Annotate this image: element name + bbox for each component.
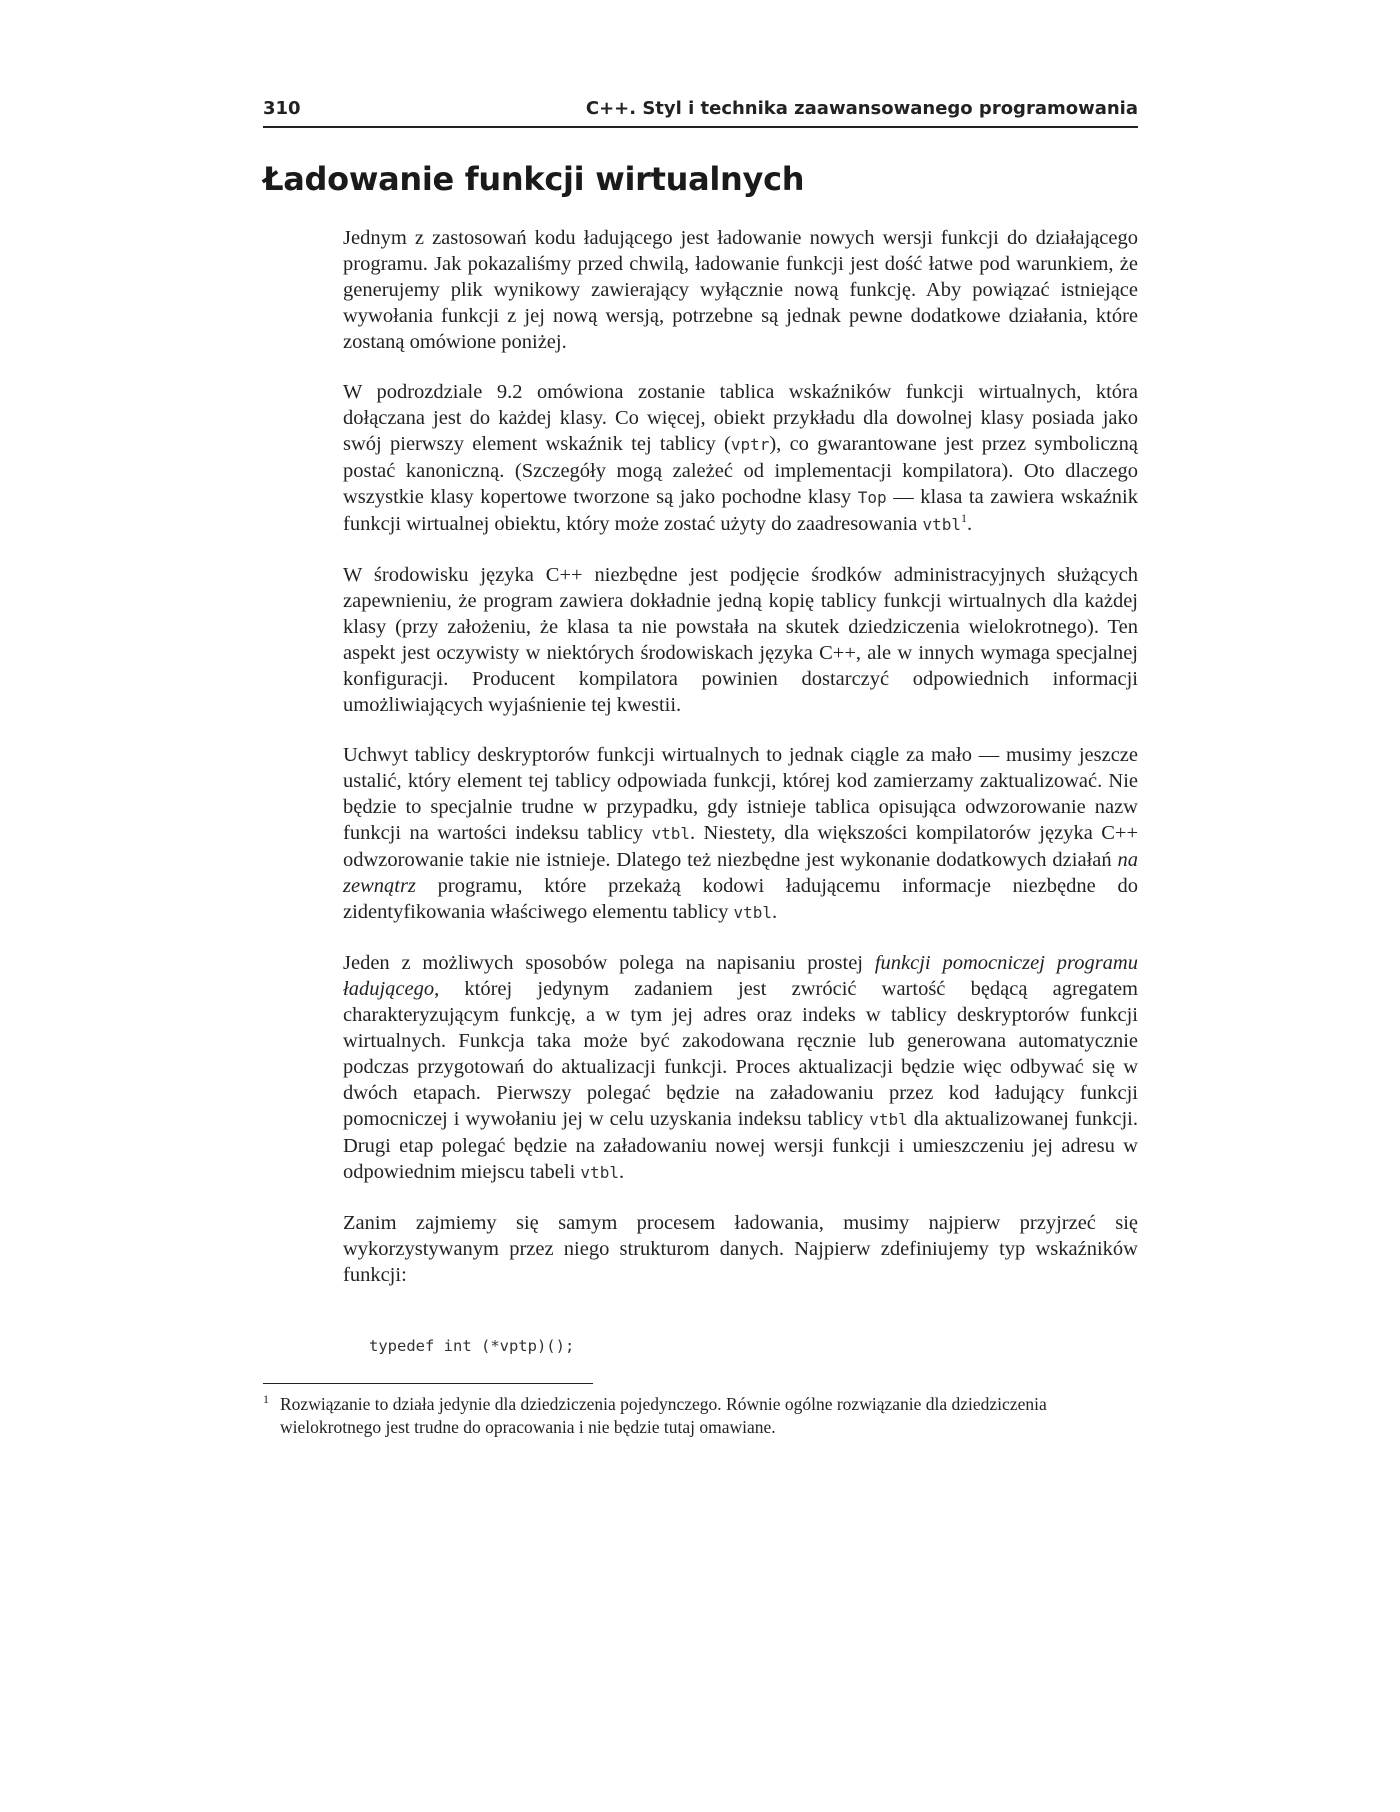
code-vtbl: vtbl xyxy=(733,903,773,922)
footnote xyxy=(263,1393,1063,1439)
text-run: . Niestety, dla większości kompilatorów języka C++ odwzorowanie takie nie istnieje. Dlatego też niezbędne jest wykonanie dodatkowych działań xyxy=(343,822,1139,871)
text-run: — klasa ta zawiera wskaźnik funkcji wirtualnej obiektu, który może zostać użyty do zaadresowania xyxy=(343,486,1138,535)
code-vtbl: vtbl xyxy=(869,1110,908,1129)
paragraph-4 xyxy=(343,742,1138,926)
text-run: . xyxy=(967,513,973,535)
footnote-text: Rozwiązanie to działa jedynie dla dziedziczenia pojedynczego. Równie ogólne rozwiązanie dla dziedziczenia wielokrotnego jest trudne do opracowania i nie będzie tutaj omawiane. xyxy=(280,1394,1047,1437)
text-run: Jeden z możliwych sposobów polega na napisaniu prostej xyxy=(343,952,875,974)
footnote-reference: 1 xyxy=(961,511,968,526)
text-run: W podrozdziale 9.2 omówiona zostanie tablica wskaźników funkcji wirtualnych, która dołączana jest do każdej klasy. Co więcej, obiekt przykładu dla dowolnej klasy posiada jako swój pierwszy element wskaźnik tej tablicy ( xyxy=(343,381,1138,455)
text-run: . xyxy=(618,1161,625,1183)
text-run: dla aktualizowanej funkcji. Drugi etap polegać będzie na załadowaniu nowej wersji funkcji i umieszczeniu jej adresu w odpowiednim miejscu tabeli xyxy=(343,1108,1138,1183)
text-run: programu, które przekażą kodowi ładującemu informacje niezbędne do zidentyfikowania właściwego elementu tablicy xyxy=(343,875,1138,923)
text-run: . xyxy=(772,901,778,923)
code-vtbl: vtbl xyxy=(651,824,691,843)
section-title: Ładowanie funkcji wirtualnych xyxy=(263,160,805,198)
book-title: C++. Styl i technika zaawansowanego programowania xyxy=(585,98,1138,119)
code-block: typedef int (*vptp)(); xyxy=(369,1337,575,1355)
paragraph-2 xyxy=(343,379,1138,538)
emphasis: na zewnątrz xyxy=(343,849,1138,897)
code-vptr: vptr xyxy=(730,435,770,454)
footnote-mark: 1 xyxy=(263,1392,269,1406)
page-number: 310 xyxy=(263,98,301,119)
code-vtbl: vtbl xyxy=(922,515,962,534)
footnote-divider xyxy=(263,1383,593,1384)
running-header xyxy=(263,96,1138,128)
paragraph-1: Jednym z zastosowań kodu ładującego jest ładowanie nowych wersji funkcji do działającego programu. Jak pokazaliśmy przed chwilą, ładowanie funkcji jest dość łatwe pod warunkiem, że generujemy plik wynikowy zawierający wyłącznie nową funkcję. Aby powiązać istniejące wywołania funkcji z jej nową wersją, potrzebne są jednak pewne dodatkowe działania, które zostaną omówione poniżej. xyxy=(343,227,1138,353)
code-top: Top xyxy=(857,488,887,507)
code-vtbl: vtbl xyxy=(580,1163,619,1182)
paragraph-3: W środowisku języka C++ niezbędne jest podjęcie środków administracyjnych służących zapewnieniu, że program zawiera dokładnie jedną kopię tablicy funkcji wirtualnych dla każdej klasy (przy założeniu, że klasa ta nie powstała na skutek dziedziczenia wielokrotnego). Ten aspekt jest oczywisty w niektórych środowiskach języka C++, ale w innych wymaga specjalnej konfiguracji. Producent kompilatora powinien dostarczyć odpowiednich informacji umożliwiających wyjaśnienie tej kwestii. xyxy=(343,564,1138,716)
paragraph-5 xyxy=(343,950,1138,1186)
text-run: Uchwyt tablicy deskryptorów funkcji wirtualnych to jednak ciągle za mało — musimy jeszcze ustalić, który element tej tablicy odpowiada funkcji, której kod zamierzamy zaktualizować. Nie będzie to specjalnie trudne w przypadku, gdy istnieje tablica opisująca odwzorowanie nazw funkcji na wartości indeksu tablicy xyxy=(343,744,1138,844)
paragraph-6: Zanim zajmiemy się samym procesem ładowania, musimy najpierw przyjrzeć się wykorzystywanym przez niego strukturom danych. Najpierw zdefiniujemy typ wskaźników funkcji: xyxy=(343,1212,1138,1286)
emphasis: funkcji pomocniczej programu ładującego xyxy=(343,952,1138,1000)
text-run: , której jedynym zadaniem jest zwrócić wartość będącą agregatem charakteryzującym funkcję, a w tym jej adres oraz indeks w tablicy deskryptorów funkcji wirtualnych. Funkcja taka może być zakodowana ręcznie lub generowana automatycznie podczas przygotowań do aktualizacji funkcji. Proces aktualizacji będzie więc odbywać się w dwóch etapach. Pierwszy polegać będzie na załadowaniu przez kod ładujący funkcji pomocniczej i wywołaniu jej w celu uzyskania indeksu tablicy xyxy=(343,978,1138,1130)
text-run: ), co gwarantowane jest przez symboliczną postać kanoniczną. (Szczegóły mogą zależeć od implementacji kompilatora). Oto dlaczego wszystkie klasy kopertowe tworzone są jako pochodne klasy xyxy=(343,433,1139,508)
body-text xyxy=(343,225,1138,1312)
